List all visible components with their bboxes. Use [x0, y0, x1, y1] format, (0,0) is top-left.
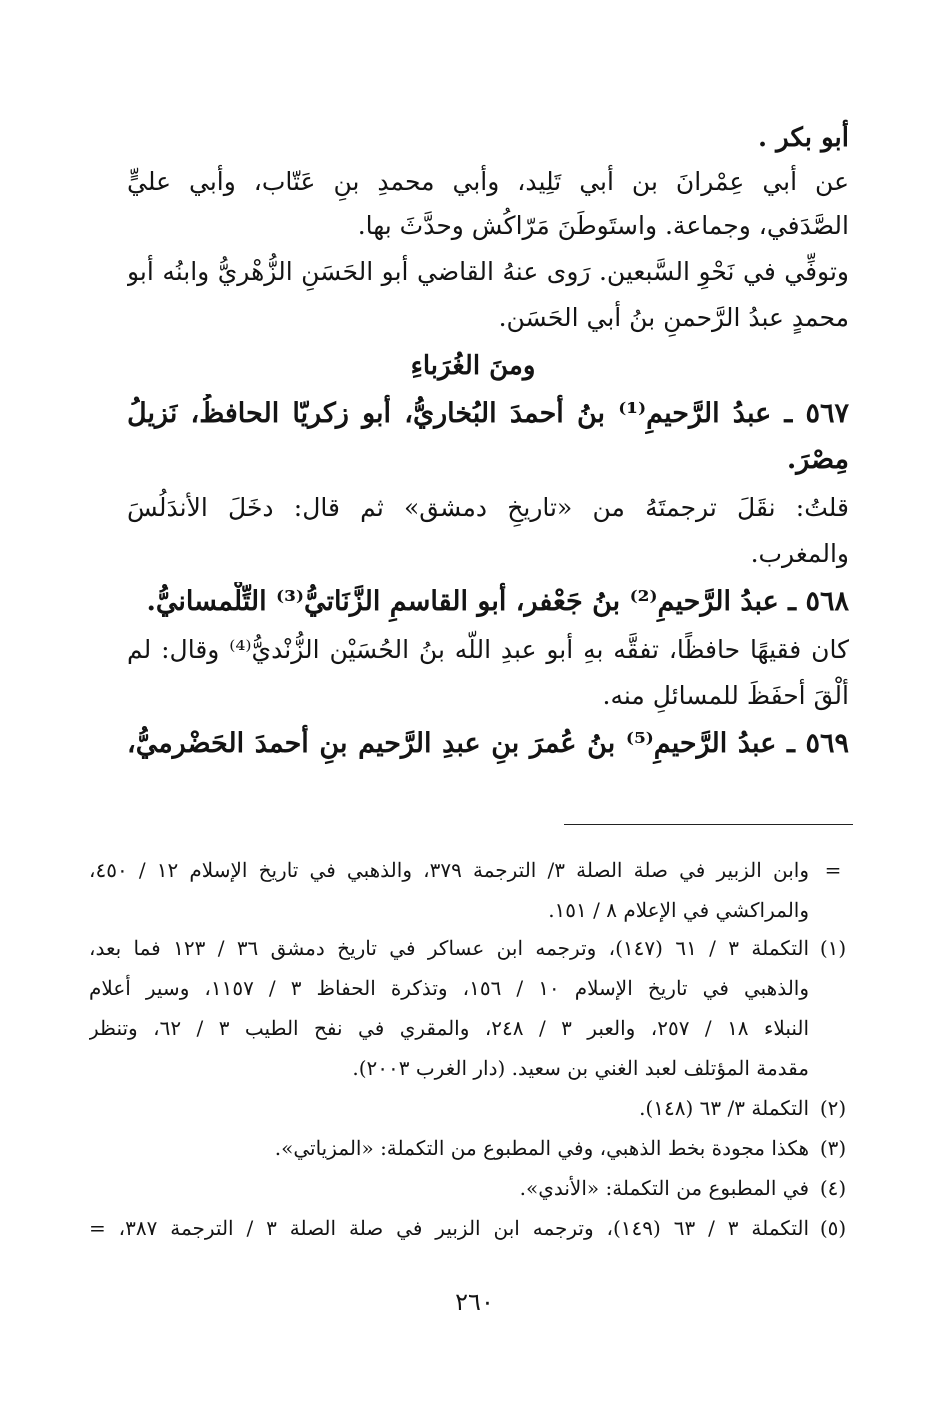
- footnote-line: النبلاء ١٨ / ٢٥٧، والعبر ٣ / ٢٤٨، والمقري في نفح الطيب ٣ / ٦٢، وتنظر: [89, 1016, 809, 1040]
- text-line: الصَّدَفي، وجماعة. واستَوطَنَ مَرّاكُش وحدَّثَ بها.: [357, 211, 849, 240]
- text-line: كان فقيهًا حافظًا، تفقَّه بهِ أبو عبدِ اللّه بنُ الحُسَيْن الزُّنْديُّ⁽⁴⁾ وقال: لم: [127, 635, 849, 664]
- text-line: والمغرب.: [750, 539, 849, 568]
- footnote-line: التكملة ٣/ ٦٣ (١٤٨).: [639, 1096, 809, 1120]
- footnote-number: (٢): [819, 1096, 847, 1120]
- entry-heading-567: ٥٦٧ ـ عبدُ الرَّحيمِ⁽¹⁾ بنُ أحمدَ البُخاريُّ، أبو زكريّا الحافظُ، نَزيلُ: [127, 398, 849, 429]
- text-line: عن أبي عِمْرانَ بن أبي تَلِيد، وأبي محمدِ بنِ عَتّاب، وأبي عليٍّ: [127, 167, 849, 196]
- section-heading: ومنَ الغُرَباءِ: [410, 351, 536, 381]
- entry-heading-569: ٥٦٩ ـ عبدُ الرَّحيمِ⁽⁵⁾ بنُ عُمرَ بنِ عبدِ الرَّحيم بنِ أحمدَ الحَضْرميُّ،: [127, 728, 849, 759]
- text-line: أبو بكر .: [758, 123, 849, 153]
- footnote-line: مقدمة المؤتلف لعبد الغني بن سعيد. (دار الغرب ٢٠٠٣).: [352, 1056, 809, 1080]
- footnote-number: (٣): [819, 1136, 847, 1160]
- text-line: قلتُ: نقَلَ ترجمتَهُ من «تاريخِ دمشق» ثم قال: دخَلَ الأندَلُسَ: [127, 493, 849, 522]
- footnote-line: والمراكشي في الإعلام ٨ / ١٥١.: [548, 898, 809, 922]
- footnote-line: وابن الزبير في صلة الصلة ٣/ الترجمة ٣٧٩، والذهبي في تاريخ الإسلام ١٢ / ٤٥٠،: [89, 858, 809, 882]
- text-line: محمدٍ عبدُ الرَّحمنِ بنُ أبي الحَسَن.: [498, 303, 849, 332]
- footnote-separator: [564, 824, 853, 825]
- entry-heading-568: ٥٦٨ ـ عبدُ الرَّحيمِ⁽²⁾ بنُ جَعْفر، أبو القاسمِ الزَّنَاتيُّ⁽³⁾ التِّلْمسانيُّ.: [146, 586, 849, 617]
- footnote-number: (٤): [819, 1176, 847, 1200]
- text-line: ألْقَ أحفَظَ للمسائلِ منه.: [602, 681, 849, 710]
- footnote-line: هكذا مجودة بخط الذهبي، وفي المطبوع من التكملة: «المزياتي».: [274, 1136, 809, 1160]
- footnote-number: (١): [819, 936, 847, 960]
- footnote-line: التكملة ٣ / ٦٣ (١٤٩)، وترجمه ابن الزبير في صلة الصلة ٣ / الترجمة ٣٨٧، =: [89, 1216, 809, 1240]
- footnote-number: (٥): [819, 1216, 847, 1240]
- page-number: ٢٦٠: [455, 1288, 494, 1316]
- footnote-line: والذهبي في تاريخ الإسلام ١٠ / ١٥٦، وتذكرة الحفاظ ٣ / ١١٥٧، وسير أعلام: [89, 976, 809, 1000]
- text-line: وتوفِّي في نَحْوِ السَّبعين. رَوى عنهُ القاضي أبو الحَسَنِ الزُّهْريُّ وابنُه أبو: [127, 257, 849, 286]
- footnote-line: في المطبوع من التكملة: «الأندي».: [519, 1176, 809, 1200]
- entry-heading-567-cont: مِصْرَ.: [786, 444, 849, 475]
- footnote-continuation-marker: =: [824, 858, 842, 882]
- footnote-line: التكملة ٣ / ٦١ (١٤٧)، وترجمه ابن عساكر في تاريخ دمشق ٣٦ / ١٢٣ فما بعد،: [89, 936, 809, 960]
